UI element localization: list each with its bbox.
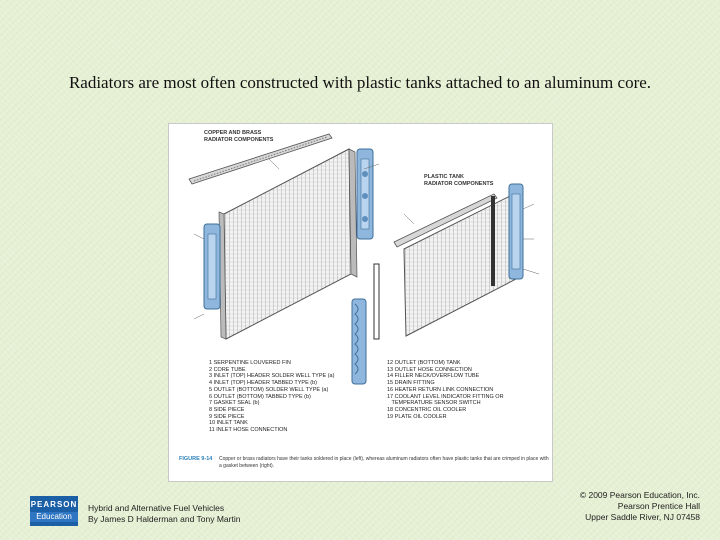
list-item: 10 INLET TANK [209, 420, 248, 427]
list-item: 2 CORE TUBE [209, 366, 246, 373]
address-line: Upper Saddle River, NJ 07458 [585, 512, 700, 522]
footer-book-info [88, 503, 240, 525]
plastic-radiator-inlet-tank [352, 264, 379, 384]
logo-top-text: PEARSON [30, 500, 78, 509]
footer-copyright [580, 490, 700, 523]
list-item: 3 INLET (TOP) HEADER SOLDER WELL TYPE (a) [209, 373, 335, 380]
list-item: 7 GASKET SEAL (b) [209, 400, 260, 407]
list-item: 19 PLATE OIL COOLER [387, 413, 447, 420]
copper-radiator-outlet-tank [357, 149, 373, 239]
list-item: 4 INLET (TOP) HEADER TABBED TYPE (b) [209, 380, 317, 387]
list-item: 16 HEATER RETURN LINK CONNECTION [387, 386, 494, 393]
copper-radiator-inlet-tank [204, 224, 220, 309]
parts-list-right [387, 360, 504, 420]
logo-bottom-text: Education [30, 512, 78, 522]
list-item: 9 SIDE PIECE [209, 413, 245, 420]
list-item: 6 OUTLET (BOTTOM) TABBED TYPE (b) [209, 393, 311, 400]
pearson-logo [30, 496, 78, 526]
list-item: 18 CONCENTRIC OIL COOLER [387, 406, 467, 413]
book-authors: By James D Halderman and Tony Martin [88, 514, 241, 524]
list-item: 5 OUTLET (BOTTOM) SOLDER WELL TYPE (a) [209, 386, 329, 393]
figure-caption: Copper or brass radiators have their tanks soldered in place (left), whereas aluminum radiators often have plastic tanks that are crimped in place with a gasket between (right). [219, 456, 549, 469]
copper-radiator-core [219, 149, 357, 339]
list-item: 15 DRAIN FITTING [387, 380, 435, 387]
copper-components-label: COPPER AND BRASS RADIATOR COMPONENTS [204, 130, 274, 143]
list-item: 1 SERPENTINE LOUVERED FIN [209, 360, 291, 366]
list-item: 11 INLET HOSE CONNECTION [209, 427, 288, 434]
plastic-components-label: PLASTIC TANK RADIATOR COMPONENTS [424, 174, 494, 187]
list-item: 17 COOLANT LEVEL INDICATOR FITTING OR [387, 393, 504, 400]
parts-list-left [209, 360, 334, 434]
list-item: 14 FILLER NECK/OVERFLOW TUBE [387, 373, 480, 380]
list-item: 12 OUTLET (BOTTOM) TANK [387, 360, 461, 366]
slide-title: Radiators are most often constructed with plastic tanks attached to an aluminum core. [68, 73, 652, 92]
publisher-line: Pearson Prentice Hall [617, 501, 700, 511]
list-item: 13 OUTLET HOSE CONNECTION [387, 366, 472, 373]
book-title: Hybrid and Alternative Fuel Vehicles [88, 503, 225, 513]
radiator-figure [168, 123, 553, 482]
copyright-line: © 2009 Pearson Education, Inc. [579, 490, 700, 500]
list-item: TEMPERATURE SENSOR SWITCH [387, 400, 481, 407]
plastic-radiator-core [394, 194, 516, 336]
figure-caption-label: FIGURE 9-14 [179, 456, 213, 462]
list-item: 8 SIDE PIECE [209, 406, 245, 413]
